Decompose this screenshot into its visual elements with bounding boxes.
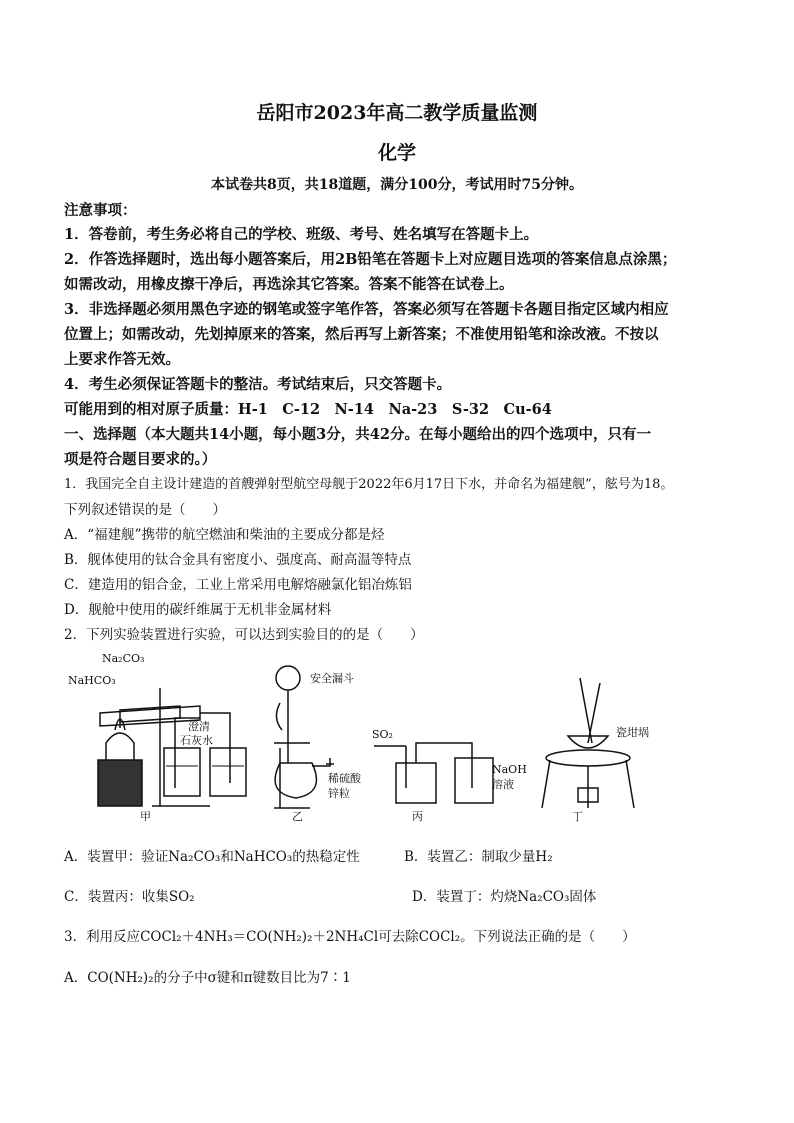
label-safety-funnel: 安全漏斗 xyxy=(310,672,354,685)
label-jia: 甲 xyxy=(140,810,151,823)
section-heading: 项是符合题目要求的。） xyxy=(64,451,217,468)
apparatus-ding xyxy=(542,678,649,823)
question-3-option-a: A．CO(NH₂)₂的分子中σ键和π键数目比为7∶1 xyxy=(64,970,351,986)
question-1-stem: 下列叙述错误的是（ ） xyxy=(64,502,226,518)
subject-heading: 化学 xyxy=(377,142,416,164)
label-naoh: NaOH xyxy=(492,763,527,776)
label-naoh: 溶液 xyxy=(492,778,514,791)
label-na2co3: Na₂CO₃ xyxy=(102,652,145,665)
atomic-masses: 可能用到的相对原子质量：H-1 C-12 N-14 Na-23 S-32 Cu-64 xyxy=(64,401,552,418)
experiment-apparatus-figure xyxy=(60,648,660,828)
label-zinc: 锌粒 xyxy=(328,787,350,800)
notice-line: 4．考生必须保证答题卡的整洁。考试结束后，只交答题卡。 xyxy=(64,376,452,393)
label-yi: 乙 xyxy=(292,810,303,823)
label-ding: 丁 xyxy=(572,810,583,823)
apparatus-bing xyxy=(372,728,527,823)
question-1-option: B．舰体使用的钛合金具有密度小、强度高、耐高温等特点 xyxy=(64,552,412,568)
paper-title: 岳阳市2023年高二教学质量监测 xyxy=(256,102,538,124)
notice-line: 如需改动，用橡皮擦干净后，再选涂其它答案。答案不能答在试卷上。 xyxy=(64,276,514,293)
label-limewater: 石灰水 xyxy=(180,734,213,747)
question-1-stem: 1．我国完全自主设计建造的首艘弹射型航空母舰于2022年6月17日下水，并命名为福建舰”，舷号为18。 xyxy=(64,477,674,492)
apparatus-yi xyxy=(274,666,362,823)
question-1-option: C．建造用的铝合金，工业上常采用电解熔融氯化铝冶炼铝 xyxy=(64,577,412,593)
question-2-stem: 2．下列实验装置进行实验，可以达到实验目的的是（ ） xyxy=(64,627,424,643)
exam-info: 本试卷共8页，共18道题，满分100分，考试用时75分钟。 xyxy=(211,177,583,193)
label-so2: SO₂ xyxy=(372,728,393,741)
notice-heading: 注意事项： xyxy=(64,202,137,219)
label-bing: 丙 xyxy=(412,810,423,823)
label-dilute-acid: 稀硫酸 xyxy=(328,772,361,785)
question-2-option-b: B．装置乙：制取少量H₂ xyxy=(404,849,553,865)
question-2-option-a: A．装置甲：验证Na₂CO₃和NaHCO₃的热稳定性 xyxy=(64,849,360,865)
notice-line: 位置上；如需改动，先划掉原来的答案，然后再写上新答案；不准使用铅笔和涂改液。不按以 xyxy=(64,326,659,343)
label-limewater: 澄清 xyxy=(188,720,210,733)
notice-line: 上要求作答无效。 xyxy=(64,351,180,368)
notice-line: 3．非选择题必须用黑色字迹的钢笔或签字笔作答，答案必须写在答题卡各题目指定区域内相应 xyxy=(64,301,669,318)
question-2-option-c: C．装置丙：收集SO₂ xyxy=(64,889,195,905)
notice-line: 1．答卷前，考生务必将自己的学校、班级、考号、姓名填写在答题卡上。 xyxy=(64,226,539,243)
question-2-option-d: D．装置丁：灼烧Na₂CO₃固体 xyxy=(412,889,597,905)
question-3-stem: 3．利用反应COCl₂＋4NH₃＝CO(NH₂)₂＋2NH₄Cl可去除COCl₂。下列说法正确的是（ ） xyxy=(64,929,636,945)
question-1-option: D．舰舱中使用的碳纤维属于无机非金属材料 xyxy=(64,602,332,618)
apparatus-jia xyxy=(68,652,246,823)
section-heading: 一、选择题（本大题共14小题，每小题3分，共42分。在每小题给出的四个选项中，只有一 xyxy=(64,426,651,443)
label-crucible: 瓷坩埚 xyxy=(616,726,649,739)
label-nahco3: NaHCO₃ xyxy=(68,674,116,687)
question-1-option: A．“福建舰”携带的航空燃油和柴油的主要成分都是烃 xyxy=(64,527,385,543)
notice-line: 2．作答选择题时，选出每小题答案后，用2B铅笔在答题卡上对应题目选项的答案信息点涂黑； xyxy=(64,251,677,268)
